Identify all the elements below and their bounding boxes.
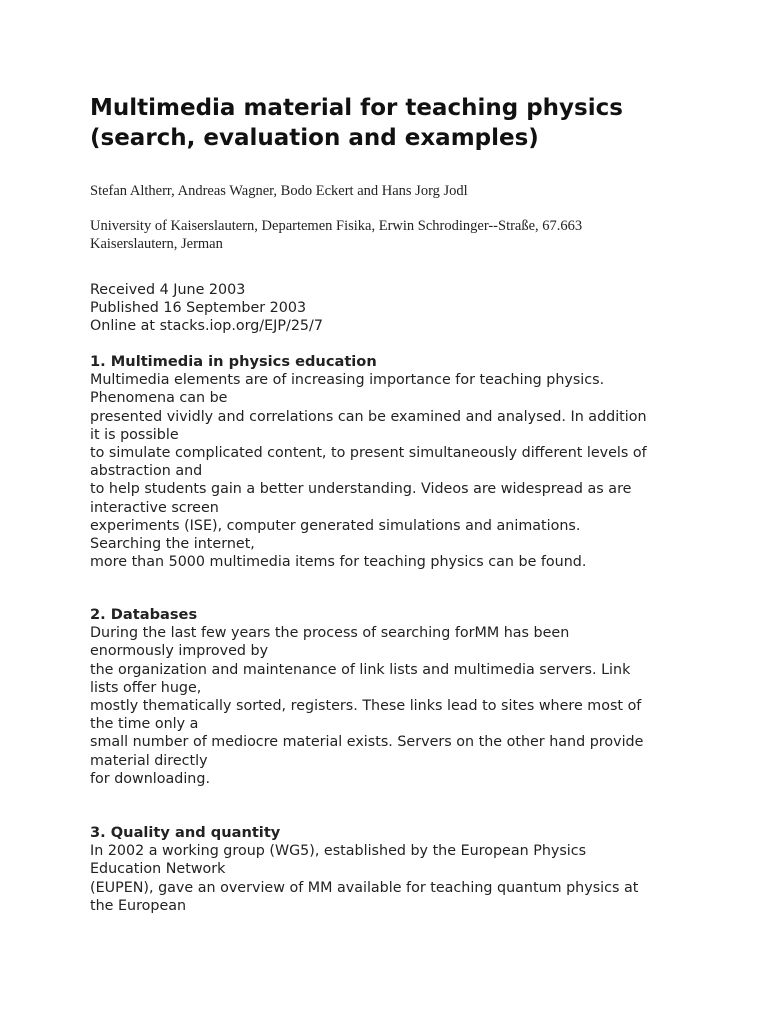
section-quality-and-quantity — [90, 824, 730, 915]
paragraph-line: (EUPEN), gave an overview of MM available for teaching quantum physics at — [90, 879, 639, 896]
paragraph-line: abstraction and — [90, 463, 203, 480]
section-databases — [90, 606, 730, 788]
title-line: (search, evaluation and examples) — [90, 125, 539, 151]
section-heading: 3. Quality and quantity — [90, 824, 281, 841]
section-heading: 2. Databases — [90, 606, 198, 623]
paragraph-line: experiments (ISE), computer generated simulations and animations. — [90, 517, 581, 534]
title-line: Multimedia material for teaching physics — [90, 95, 623, 121]
paragraph-line: Education Network — [90, 861, 226, 878]
affiliation-line: Kaiserslautern, Jerman — [90, 236, 223, 252]
paragraph-line: Searching the internet, — [90, 536, 255, 553]
paragraph-line: presented vividly and correlations can be examined and analysed. In addition — [90, 408, 647, 425]
paragraph-line: to simulate complicated content, to present simultaneously different levels of — [90, 445, 647, 462]
paragraph-line: the organization and maintenance of link lists and multimedia servers. Link — [90, 661, 631, 678]
paragraph-line: the time only a — [90, 716, 199, 733]
paragraph-line: lists offer huge, — [90, 679, 202, 696]
paragraph-line: Phenomena can be — [90, 390, 228, 407]
paragraph-line: small number of mediocre material exists. Servers on the other hand provide — [90, 734, 644, 751]
paragraph-line: mostly thematically sorted, registers. These links lead to sites where most of — [90, 698, 642, 715]
paragraph-line: interactive screen — [90, 499, 219, 516]
affiliation-line: University of Kaiserslautern, Departemen Fisika, Erwin Schrodinger--Straße, 67.663 — [90, 218, 583, 234]
paragraph-line: Multimedia elements are of increasing importance for teaching physics. — [90, 372, 605, 389]
paragraph-line: enormously improved by — [90, 643, 269, 660]
authors: Stefan Altherr, Andreas Wagner, Bodo Eckert and Hans Jorg Jodl — [90, 183, 468, 199]
received-date: Received 4 June 2003 — [90, 282, 246, 298]
published-date: Published 16 September 2003 — [90, 300, 307, 317]
section-heading: 1. Multimedia in physics education — [90, 353, 377, 370]
paragraph-line: more than 5000 multimedia items for teaching physics can be found. — [90, 554, 587, 571]
online-location: Online at stacks.iop.org/EJP/25/7 — [90, 318, 323, 335]
paragraph-line: material directly — [90, 752, 208, 769]
paragraph-line: In 2002 a working group (WG5), established by the European Physics — [90, 843, 587, 860]
paragraph-line: to help students gain a better understanding. Videos are widespread as are — [90, 481, 632, 498]
affiliation — [90, 217, 730, 253]
paragraph-line: During the last few years the process of searching forMM has been — [90, 625, 570, 642]
document-title — [90, 93, 730, 153]
section-multimedia-in-physics-education — [90, 353, 730, 571]
paragraph-line: it is possible — [90, 426, 179, 443]
paragraph-line: for downloading. — [90, 770, 210, 787]
publication-info — [90, 281, 323, 336]
paragraph-line: the European — [90, 897, 187, 914]
